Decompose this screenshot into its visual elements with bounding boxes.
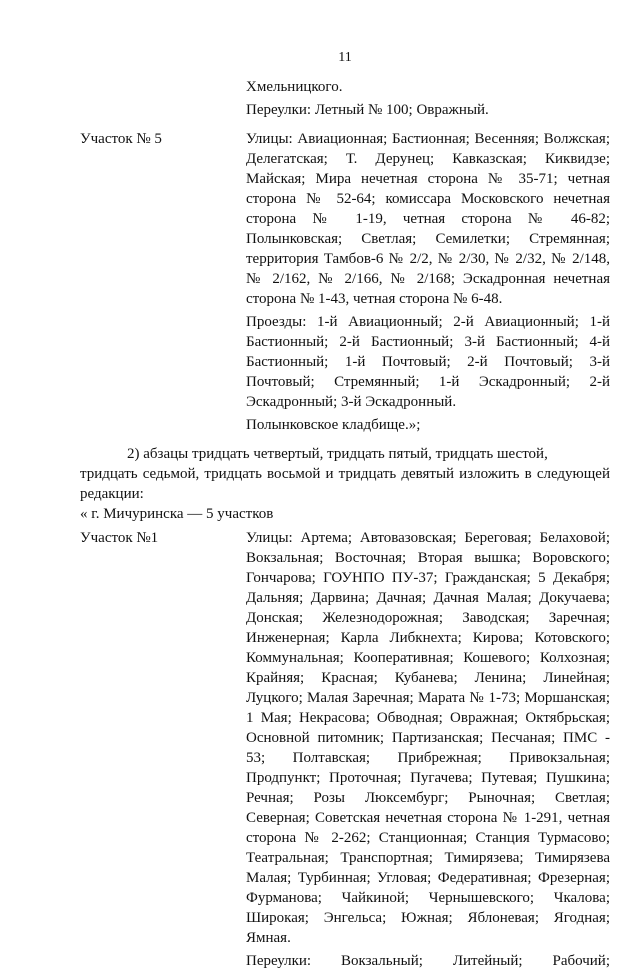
text-line: 53; Полтавская; Прибрежная; Привокзальная;	[246, 750, 610, 766]
text-line: Продпункт; Проточная; Пугачева; Путевая; Пушкина;	[246, 770, 610, 786]
section-5	[80, 129, 610, 438]
text-line: Полынковская; Светлая; Семилетки; Стремянная;	[246, 231, 610, 247]
text-line: Проезды: 1-й Авиационный; 2-й Авиационный; 1-й	[246, 314, 610, 330]
text-line: сторона № 1-19, четная сторона № 46-82;	[246, 211, 610, 227]
text-line: Гончарова; ГОУНПО ПУ-37; Гражданская; 5 Декабря;	[246, 570, 610, 586]
text-line: Переулки: Вокзальный; Литейный; Рабочий;	[246, 953, 610, 969]
paragraph	[246, 415, 610, 435]
text-line: редакции:	[80, 486, 144, 502]
text-line: Улицы: Авиационная; Бастионная; Весенняя; Волжская;	[246, 131, 610, 147]
paragraph	[246, 77, 610, 97]
text-line: Почтовый; Стремянный; 1-й Эскадронный; 2-й	[246, 374, 610, 390]
text-line: Переулки: Летный № 100; Овражный.	[246, 102, 489, 118]
section-5-body	[246, 129, 610, 438]
text-line: сторона № 52-64; комиссара Московского нечетная	[246, 191, 610, 207]
text-line: Ямная.	[246, 930, 291, 946]
text-line: Делегатская; Т. Дерунец; Кавказская; Киквидзе;	[246, 151, 610, 167]
text-line: Речная; Розы Люксембург; Рыночная; Светлая;	[246, 790, 610, 806]
text-line: Бастионный; 1-й Почтовый; 2-й Почтовый; 3-й	[246, 354, 610, 370]
text-line: Широкая; Энгельса; Южная; Яблоневая; Ягодная;	[246, 910, 610, 926]
text-line: сторона № 1-43, четная сторона № 6-48.	[246, 291, 503, 307]
text-line: 1 Мая; Некрасова; Обводная; Овражная; Октябрьская;	[246, 710, 610, 726]
text-line: Дальняя; Дарвина; Дачная; Дачная Малая; Докучаева;	[246, 590, 610, 606]
city-line: « г. Мичуринска — 5 участков	[80, 506, 274, 522]
paragraph-2	[80, 444, 610, 504]
text-line: № 2/162, № 2/166, № 2/168; Эскадронная нечетная	[246, 271, 610, 287]
text-line: Крайняя; Красная; Кубанева; Ленина; Линейная;	[246, 670, 610, 686]
text-line: Донская; Железнодорожная; Заводская; Заречная;	[246, 610, 610, 626]
paragraph	[246, 528, 610, 948]
text-line: территория Тамбов-6 № 2/2, № 2/30, № 2/32, № 2/148,	[246, 251, 610, 267]
document-content	[80, 77, 610, 974]
text-line: Коммунальная; Кооперативная; Кошевого; Колхозная;	[246, 650, 610, 666]
paragraph	[246, 100, 610, 120]
paragraph	[246, 312, 610, 412]
top-block	[246, 77, 610, 120]
text-line: Хмельницкого.	[246, 79, 343, 95]
text-line: Северная; Советская нечетная сторона № 1-291, четная	[246, 810, 610, 826]
text-line: Улицы: Артема; Автовазовская; Береговая; Белаховой;	[246, 530, 610, 546]
text-line: Луцкого; Малая Заречная; Марата № 1-73; Моршанская;	[246, 690, 610, 706]
text-line: Основной питомник; Партизанская; Песчаная; ПМС -	[246, 730, 610, 746]
text-line: Полынковское кладбище.»;	[246, 417, 421, 433]
text-line: Инженерная; Карла Либкнехта; Кирова; Котовского;	[246, 630, 610, 646]
text-line: тридцать седьмой, тридцать восьмой и тридцать девятый изложить в следующей	[80, 466, 610, 482]
section-1	[80, 528, 610, 974]
text-line: сторона № 2-262; Станционная; Станция Турмасово;	[246, 830, 610, 846]
text-line: Фурманова; Чайкиной; Чернышевского; Чкалова;	[246, 890, 610, 906]
section-1-label: Участок №1	[80, 530, 159, 546]
paragraph	[246, 951, 610, 971]
text-line: Малая; Турбинная; Угловая; Федеративная; Фрезерная;	[246, 870, 610, 886]
page-number: 11	[338, 50, 352, 65]
text-line: Эскадронный; 3-й Эскадронный.	[246, 394, 457, 410]
text-line: Театральная; Транспортная; Тимирязева; Тимирязева	[246, 850, 610, 866]
paragraph	[246, 129, 610, 309]
section-5-label: Участок № 5	[80, 131, 162, 147]
text-line: Майская; Мира нечетная сторона № 35-71; четная	[246, 171, 610, 187]
section-1-body	[246, 528, 610, 974]
text-line: Бастионный; 2-й Бастионный; 3-й Бастионный; 4-й	[246, 334, 610, 350]
text-line: 2) абзацы тридцать четвертый, тридцать пятый, тридцать шестой,	[127, 446, 548, 462]
text-line: Вокзальная; Восточная; Вторая вышка; Воровского;	[246, 550, 610, 566]
